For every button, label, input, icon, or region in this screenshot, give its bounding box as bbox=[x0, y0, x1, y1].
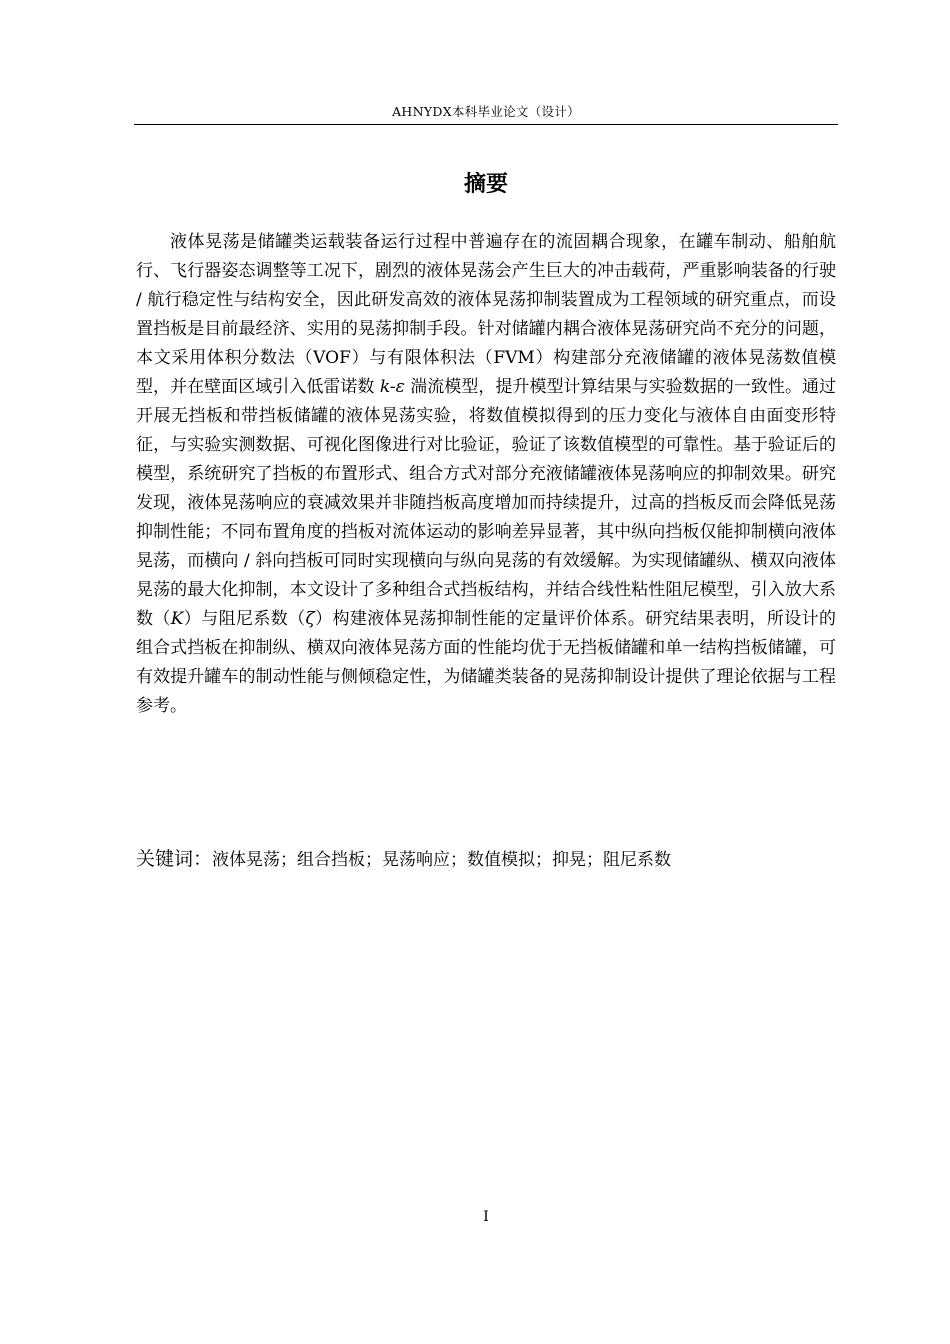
page-number: I bbox=[483, 1209, 489, 1225]
keywords-list: 液体晃荡；组合挡板；晃荡响应；数值模拟；抑晃；阻尼系数 bbox=[212, 850, 672, 870]
abstract-body bbox=[136, 228, 836, 721]
abstract-text-segment: 液体晃荡是储罐类运载装备运行过程中普遍存在的流固耦合现象，在罐车制动、船舶航行、飞行器姿态调整等工况下，剧烈的液体晃荡会产生巨大的冲击载荷，严重影响装备的行驶 / 航行稳定性与结构安全，因此研发高效的液体晃荡抑制装置成为工程领域的研究重点，而设置挡板是目前最经济、实用的晃荡抑制手段。针对储罐内耦合液体晃荡研究尚不充分的问题，本文采用体积分数法（VOF）与有限体积法（FVM）构建部分充液储罐的液体晃荡数值模型，并在壁面区域引入低雷诺数 bbox=[136, 232, 836, 397]
amplification-factor-symbol: K bbox=[170, 609, 184, 629]
keywords-label: 关键词： bbox=[136, 848, 213, 870]
keywords-line bbox=[136, 845, 836, 875]
abstract-text-segment: ）构建液体晃荡抑制性能的定量评价体系。研究结果表明，所设计的组合式挡板在抑制纵、横双向液体晃荡方面的性能均优于无挡板储罐和单一结构挡板储罐，可有效提升罐车的制动性能与侧倾稳定性，为储罐类装备的晃荡抑制设计提供了理论依据与工程参考。 bbox=[136, 609, 837, 716]
abstract-text-segment: ）与阻尼系数（ bbox=[183, 609, 306, 629]
header-rule bbox=[134, 124, 838, 125]
abstract-title: 摘要 bbox=[463, 172, 508, 197]
turbulence-model-symbol: k-ε bbox=[379, 377, 405, 397]
running-header: AHNYDX本科毕业论文（设计） bbox=[392, 104, 580, 119]
damping-coefficient-symbol: ζ bbox=[305, 609, 315, 629]
abstract-text-segment: 湍流模型，提升模型计算结果与实验数据的一致性。通过开展无挡板和带挡板储罐的液体晃荡实验，将数值模拟得到的压力变化与液体自由面变形特征，与实验实测数据、可视化图像进行对比验证，验证了该数值模型的可靠性。基于验证后的模型，系统研究了挡板的布置形式、组合方式对部分充液储罐液体晃荡响应的抑制效果。研究发现，液体晃荡响应的衰减效果并非随挡板高度增加而持续提升，过高的挡板反而会降低晃荡抑制性能；不同布置角度的挡板对流体运动的影响差异显著，其中纵向挡板仅能抑制横向液体晃荡，而横向 / 斜向挡板可同时实现横向与纵向晃荡的有效缓解。为实现储罐纵、横双向液体晃荡的最大化抑制，本文设计了多种组合式挡板结构，并结合线性粘性阻尼模型，引入放大系数（ bbox=[136, 377, 837, 629]
